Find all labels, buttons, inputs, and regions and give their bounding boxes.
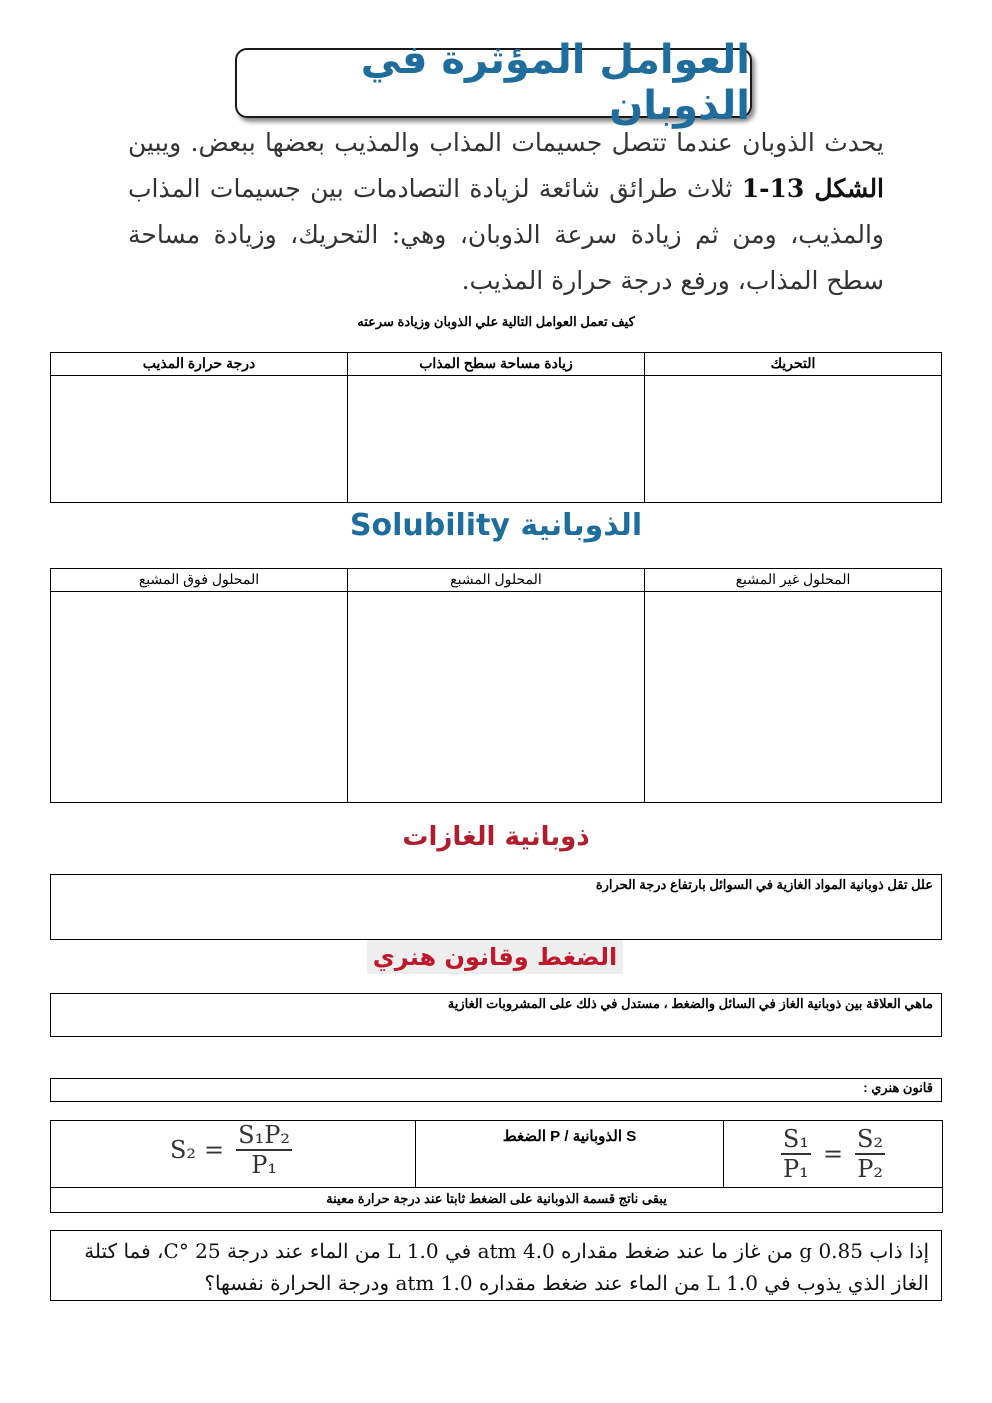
problem-text: إذا ذاب 0.85 g من غاز ما عند ضغط مقداره 4.0 atm في 1.0 L من الماء عند درجة 25 °C، فما كتلة الغاز الذي يذوب في 1.0 L من الماء عند ضغط مقداره 1.0 atm ودرجة الحرارة نفسها؟ xyxy=(84,1239,929,1295)
answer-cell-surface-area[interactable] xyxy=(348,376,645,503)
henry-law-label-box xyxy=(50,1078,942,1102)
henry-law-title: الضغط وقانون هنري xyxy=(367,940,623,974)
solutions-table xyxy=(50,568,942,803)
header-supersaturated: المحلول فوق المشبع xyxy=(51,569,348,592)
intro-paragraph xyxy=(128,120,884,304)
pressure-question-box[interactable] xyxy=(50,993,942,1037)
henry-legend-cell xyxy=(416,1121,724,1188)
formula-solved: S₂ = $\frac{\text{S₁P₂}}{\text{P₁}}$ xyxy=(169,1121,290,1179)
answer-cell-solvent-temperature[interactable] xyxy=(51,376,348,503)
header-stirring: التحريك xyxy=(645,353,942,376)
answer-cell-unsaturated[interactable] xyxy=(645,592,942,803)
intro-text-before: يحدث الذوبان عندما تتصل جسيمات المذاب والمذيب بعضها ببعض. ويبين xyxy=(128,128,884,157)
intro-text-after: ثلاث طرائق شائعة لزيادة التصادمات بين جسيمات المذاب والمذيب، ومن ثم زيادة سرعة الذوبان، وهي: التحريك، وزيادة مساحة سطح المذاب، ورفع درجة حرارة المذيب. xyxy=(128,174,884,295)
problem-box xyxy=(50,1230,942,1301)
gas-solubility-title: ذوبانية الغازات xyxy=(402,822,590,852)
gas-question-box[interactable] xyxy=(50,874,942,940)
figure-reference: الشكل 13-1 xyxy=(741,174,885,203)
henry-legend: S الذوبانية / P الضغط xyxy=(502,1128,637,1145)
gas-question: علل تقل ذوبانية المواد الغازية في السوائل بارتفاع درجة الحرارة xyxy=(595,877,933,892)
answer-cell-saturated[interactable] xyxy=(348,592,645,803)
factors-question: كيف تعمل العوامل التالية علي الذوبان وزيادة سرعته xyxy=(357,314,635,329)
header-solvent-temperature: درجة حرارة المذيب xyxy=(51,353,348,376)
henry-law-label: قانون هنري : xyxy=(863,1080,933,1095)
answer-cell-stirring[interactable] xyxy=(645,376,942,503)
henry-note: يبقى ناتج قسمة الذوبانية على الضغط ثابتا عند درجة حرارة معينة xyxy=(326,1191,667,1206)
title-box xyxy=(235,37,752,129)
page-title: العوامل المؤثرة في الذوبان xyxy=(360,37,750,129)
header-saturated: المحلول المشبع xyxy=(348,569,645,592)
header-surface-area: زيادة مساحة سطح المذاب xyxy=(348,353,645,376)
header-unsaturated: المحلول غير المشبع xyxy=(645,569,942,592)
factors-table xyxy=(50,352,942,503)
formula-ratio: $\frac{\text{S₁}}{\text{P₁}}$ = $\frac{\text{S₂}}{\text{P₂}}$ xyxy=(782,1125,884,1183)
pressure-question: ماهي العلاقة بين ذوبانية الغاز في السائل والضغط ، مستدل في ذلك على المشروبات الغازية xyxy=(447,996,933,1011)
henry-formula-table xyxy=(50,1120,943,1213)
solubility-title: الذوبانية Solubility xyxy=(349,508,643,543)
formula-ratio-cell xyxy=(724,1121,943,1188)
answer-cell-supersaturated[interactable] xyxy=(51,592,348,803)
formula-solved-cell xyxy=(51,1121,416,1188)
henry-note-cell xyxy=(51,1188,943,1213)
